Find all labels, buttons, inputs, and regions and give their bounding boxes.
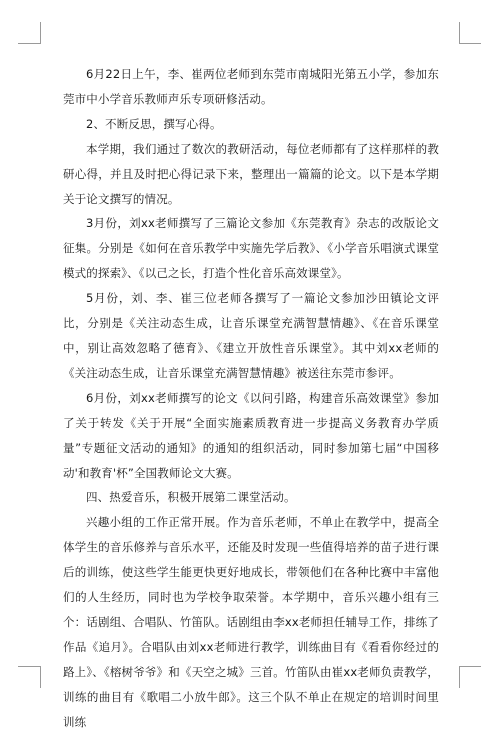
crop-mark-bottom-left-horizontal	[18, 666, 40, 667]
document-body	[63, 62, 439, 734]
crop-mark-bottom-right-horizontal	[459, 666, 481, 667]
crop-mark-top-left-vertical	[40, 22, 41, 44]
paragraph-june-paper: 6月份，刘xx老师撰写的论文《以问引路，构建音乐高效课堂》参加了关于转发《关于开展“全面实施素质教育进一步提高义务教育办学质量”专题征文活动的通知》的通知的组织活动，同时参加第七届“中国移动'和教育'杯”全国教师论文大赛。	[63, 390, 439, 480]
crop-mark-bottom-right-vertical	[459, 666, 460, 688]
crop-mark-top-left-horizontal	[18, 43, 40, 44]
paragraph-june-training: 6月22日上午，李、崔两位老师到东莞市南城阳光第五小学，参加东莞市中小学音乐教师声乐专项研修活动。	[63, 67, 439, 106]
paragraph-may-papers: 5月份，刘、李、崔三位老师各撰写了一篇论文参加沙田镇论文评比，分别是《关注动态生成，让音乐课堂充满智慧情趣》、《在音乐课堂中，别让高效忽略了德育》、《建立开放性音乐课堂》。其中刘xx老师的《关注动态生成，让音乐课堂充满智慧情趣》被送往东莞市参评。	[63, 291, 439, 380]
crop-mark-top-right-vertical	[459, 22, 460, 44]
section-heading-second-classroom: 四、热爱音乐，积极开展第二课堂活动。	[86, 490, 296, 505]
paragraph-interest-groups: 兴趣小组的工作正常开展。作为音乐老师，不单止在教学中，提高全体学生的音乐修养与音乐水平，还能及时发现一些值得培养的苗子进行课后的训练，使这些学生能更快更好地成长，带领他们在各种比赛中丰富他们的人生经历，同时也为学校争取荣誉。本学期中，音乐兴趣小组有三个：话剧组、合唱队、竹笛队。话剧组由李xx老师担任辅导工作，排练了作品《追月》。合唱队由刘xx老师进行教学，训练曲目有《看看你经过的路上》、《榕树爷爷》和《天空之城》三首。竹笛队由崔xx老师负责教学，训练的曲目有《歌唱二小放牛郎》。这三个队不单止在规定的培训时间里训练	[63, 515, 439, 729]
section-heading-reflection: 2、不断反思，撰写心得。	[86, 116, 222, 131]
crop-mark-bottom-left-vertical	[40, 666, 41, 688]
crop-mark-top-right-horizontal	[459, 43, 481, 44]
paragraph-semester-summary: 本学期，我们通过了数次的教研活动，每位老师都有了这样那样的教研心得，并且及时把心得记录下来，整理出一篇篇的论文。以下是本学期关于论文撰写的情况。	[63, 141, 439, 206]
paragraph-march-papers: 3月份，刘xx老师撰写了三篇论文参加《东莞教育》杂志的改版论文征集。分别是《如何在音乐教学中实施先学后教》、《小学音乐唱演式课堂模式的探索》、《以己之长，打造个性化音乐高效课堂》。	[63, 216, 439, 281]
